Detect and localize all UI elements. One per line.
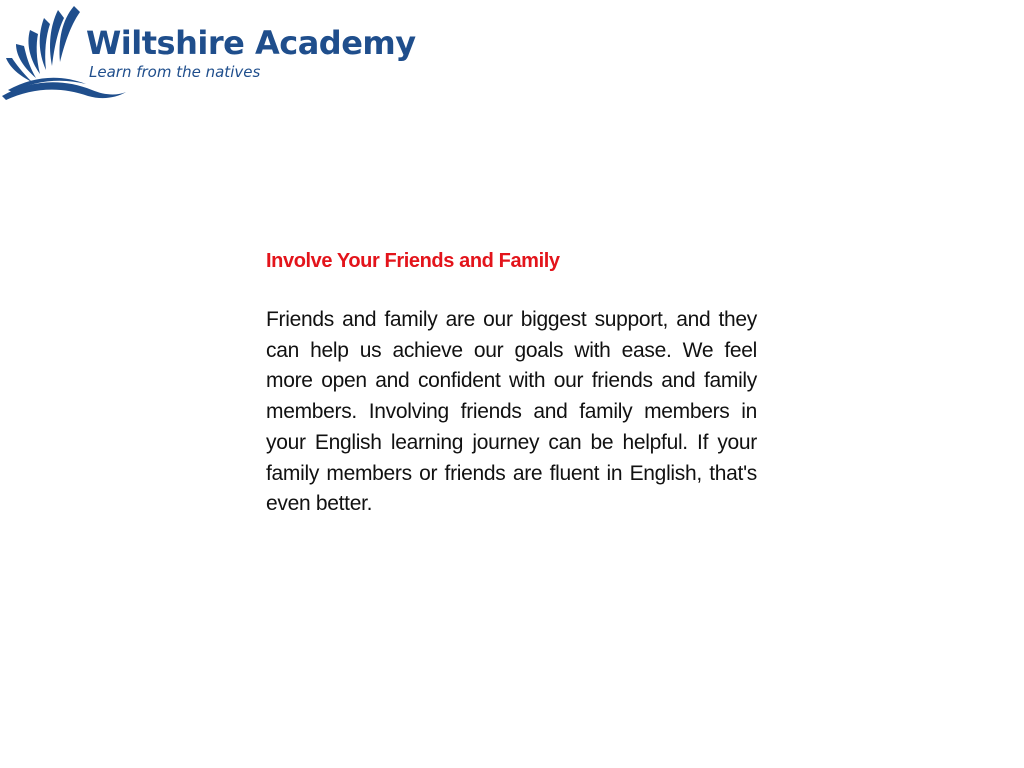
article-heading: Involve Your Friends and Family [266, 250, 560, 272]
wiltshire-academy-logo [0, 0, 416, 110]
article-body: Friends and family are our biggest support, and they can help us achieve our goals with ease. We feel more open and confident with our friends and family members. Involving friends and family members in your English learning journey can be helpful. If your family members or friends are fluent in English, that's even better. [266, 308, 757, 516]
logo-name: Wiltshire Academy [86, 24, 416, 62]
logo-tagline: Learn from the natives [89, 63, 261, 81]
article [266, 246, 757, 520]
